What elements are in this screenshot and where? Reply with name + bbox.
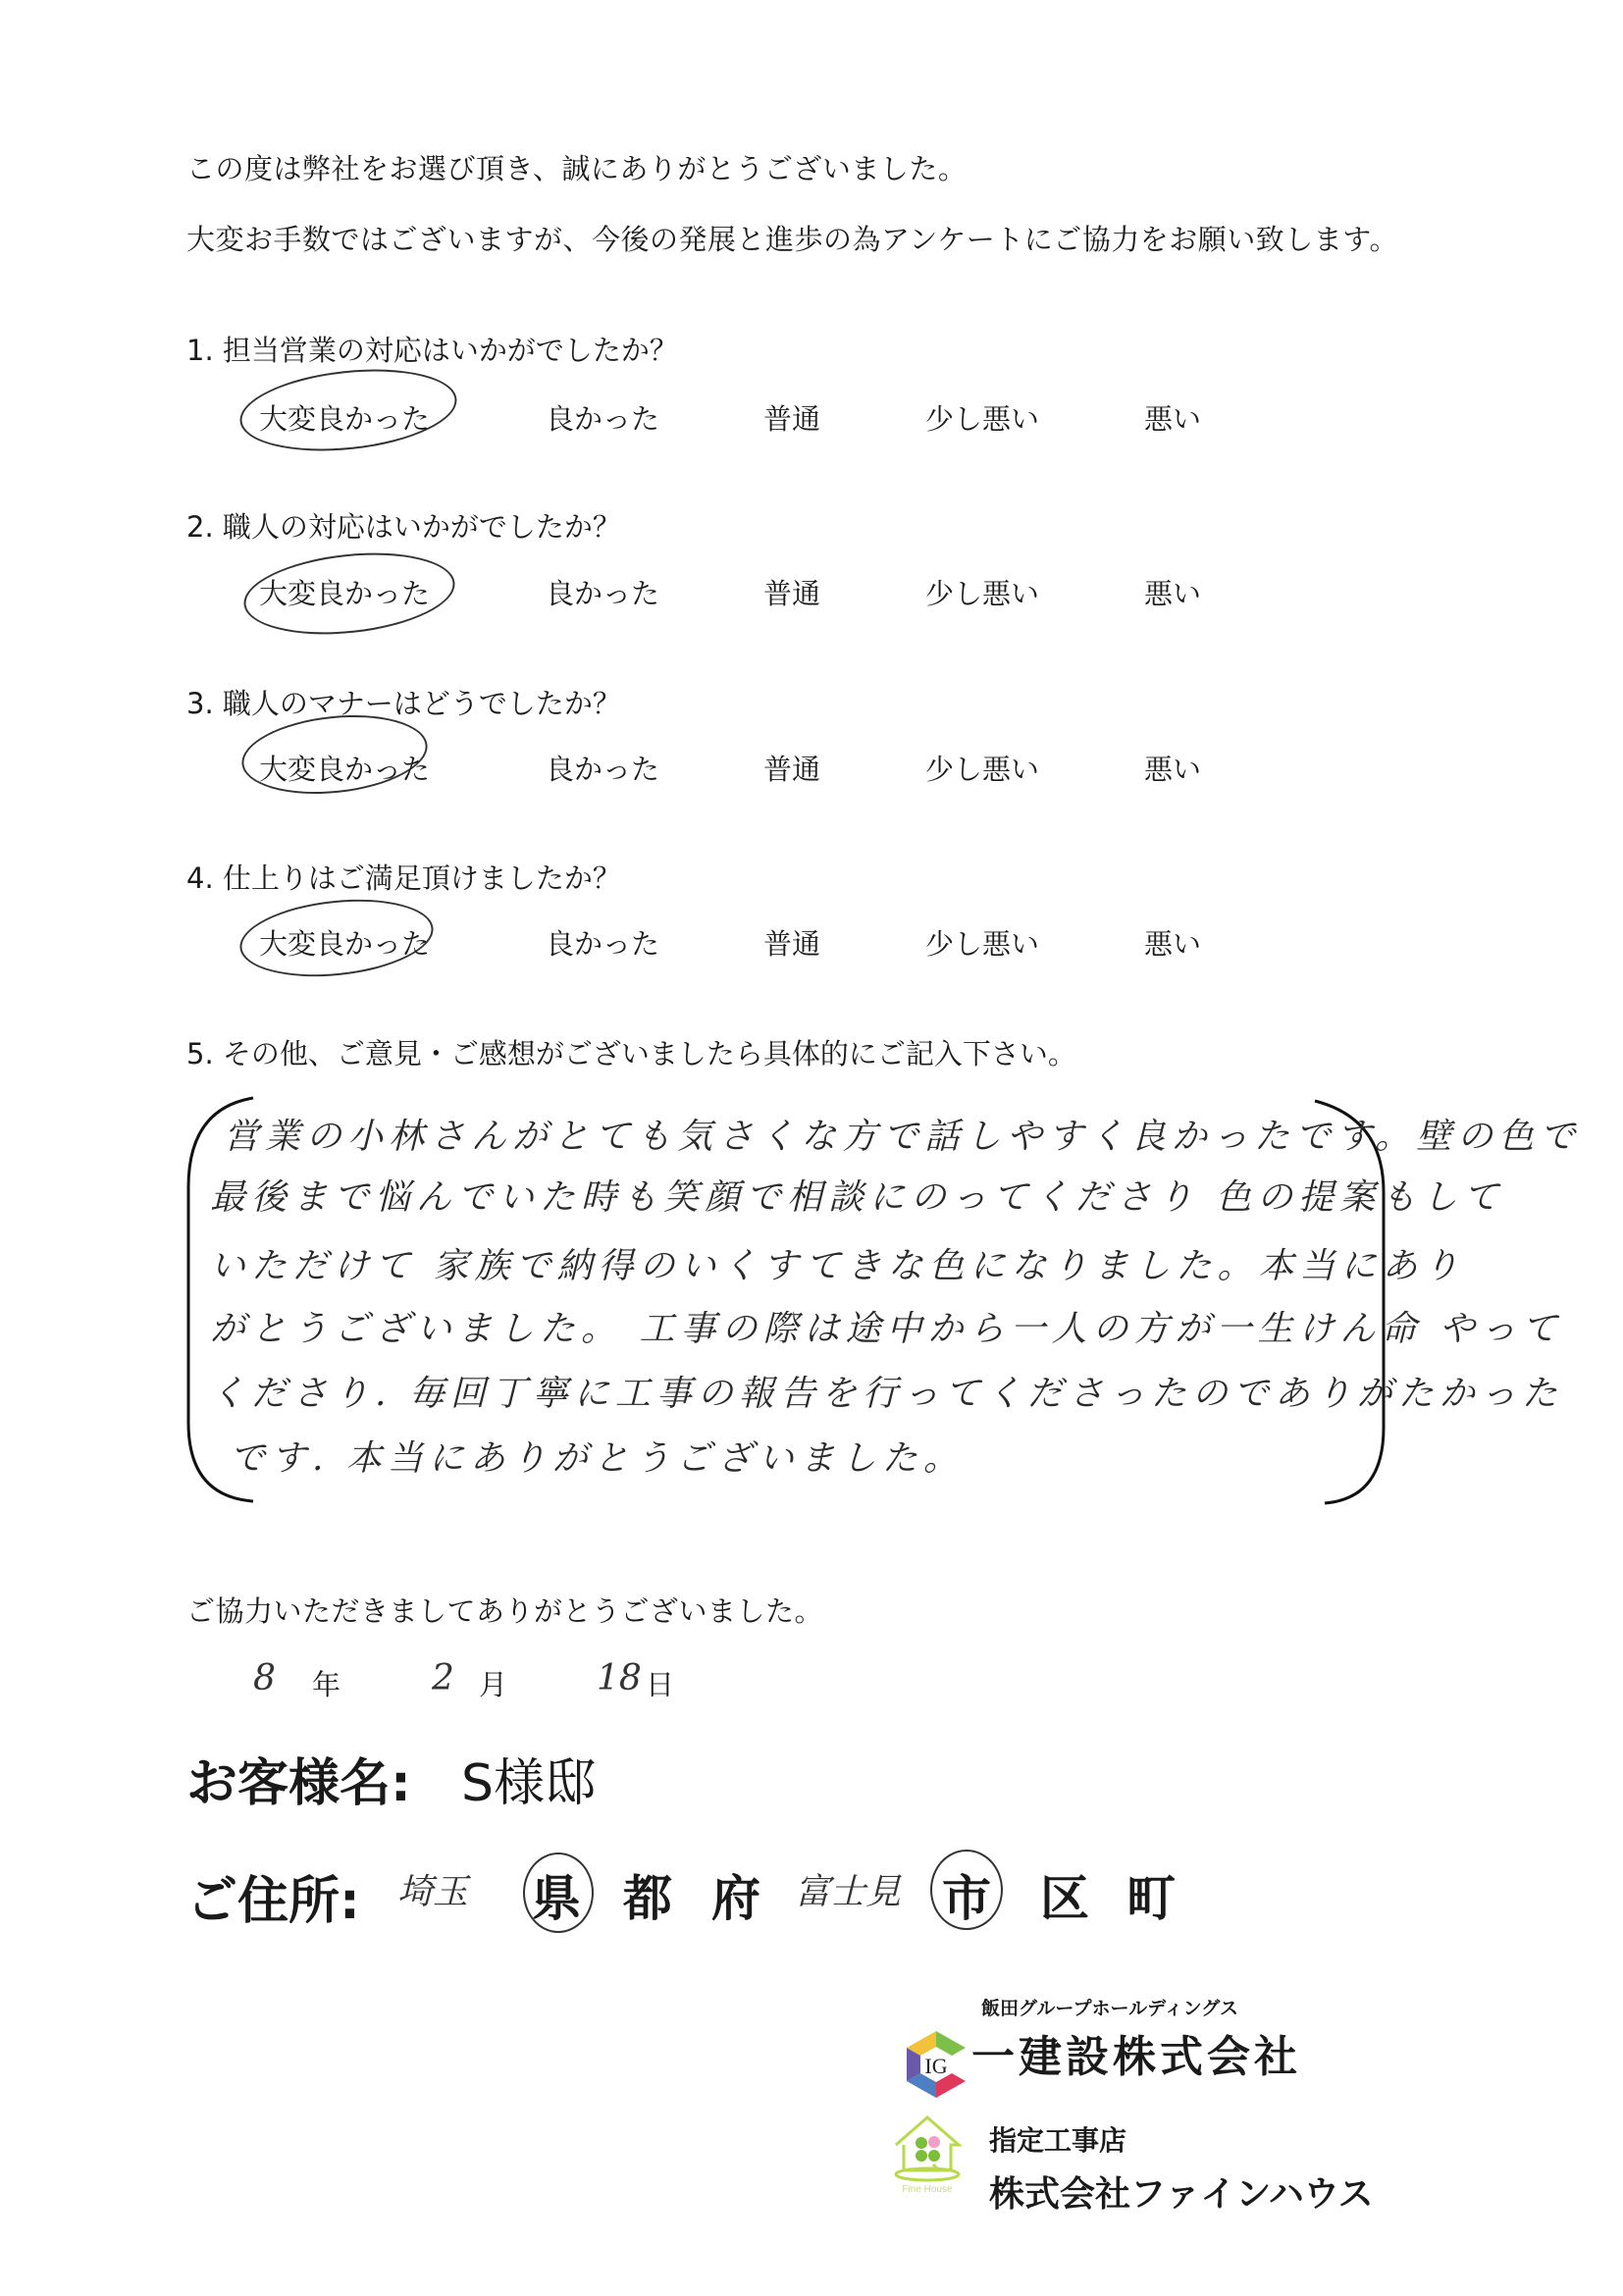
date-day-label: 日 <box>646 1668 675 1701</box>
option-good[interactable]: 良かった <box>546 402 660 436</box>
svg-text:IG: IG <box>924 2054 948 2078</box>
option-good[interactable]: 良かった <box>546 927 660 961</box>
option-somewhat-bad[interactable]: 少し悪い <box>925 577 1040 610</box>
customer-name-label: お客様名: <box>186 1754 411 1813</box>
option-average[interactable]: 普通 <box>763 753 821 786</box>
question-title: 1. 担当営業の対応はいかがでしたか？ <box>186 334 678 367</box>
customer-name-value[interactable]: S様邸 <box>461 1754 597 1813</box>
contractor-label: 指定工事店 <box>989 2124 1127 2157</box>
intro-line-2: 大変お手数ではございますが、今後の発展と進歩の為アンケートにご協力をお願い致します。 <box>186 223 1398 256</box>
comment-line: 最後まで悩んでいた時も笑顔で相談にのってくださり 色の提案もして <box>210 1177 1505 1218</box>
date-day-value[interactable]: 18 <box>597 1658 642 1698</box>
city-option-ku[interactable]: 区 <box>1040 1870 1089 1927</box>
comment-question-title: 5. その他、ご意見・ご感想がございましたら具体的にご記入下さい。 <box>186 1037 1076 1070</box>
option-somewhat-bad[interactable]: 少し悪い <box>925 753 1040 786</box>
intro-line-1: この度は弊社をお選び頂き、誠にありがとうございました。 <box>186 152 968 185</box>
comment-line: いただけて 家族で納得のいくすてきな色になりました。本当にあり <box>210 1246 1465 1286</box>
option-good[interactable]: 良かった <box>546 577 660 610</box>
question-title: 2. 職人の対応はいかがでしたか？ <box>186 510 621 544</box>
option-bad[interactable]: 悪い <box>1144 402 1202 436</box>
ig-logo-icon <box>901 2029 971 2100</box>
option-average[interactable]: 普通 <box>763 927 821 961</box>
address-label: ご住所: <box>186 1872 360 1931</box>
option-very-good[interactable]: 大変良かった <box>259 753 431 786</box>
city-option-shi[interactable]: 市 <box>942 1870 991 1927</box>
address-city-value[interactable]: 富士見 <box>795 1872 902 1912</box>
pref-option-to[interactable]: 都 <box>623 1870 672 1927</box>
option-somewhat-bad[interactable]: 少し悪い <box>925 402 1040 436</box>
option-bad[interactable]: 悪い <box>1144 577 1202 610</box>
company-name: 一建設株式会社 <box>971 2032 1301 2082</box>
date-year-value[interactable]: 8 <box>253 1658 276 1698</box>
comment-line: がとうございました。 工事の際は途中から一人の方が一生けん命 やって <box>210 1309 1563 1349</box>
contractor-name: 株式会社ファインハウス <box>989 2174 1374 2215</box>
question-title: 4. 仕上りはご満足頂けましたか？ <box>186 861 621 895</box>
svg-text:Fine House: Fine House <box>902 2184 953 2195</box>
option-bad[interactable]: 悪い <box>1144 753 1202 786</box>
option-very-good[interactable]: 大変良かった <box>259 927 431 961</box>
group-name: 飯田グループホールディングス <box>981 1998 1239 2019</box>
fine-house-logo-icon <box>888 2110 967 2196</box>
option-very-good[interactable]: 大変良かった <box>259 577 431 610</box>
city-option-machi[interactable]: 町 <box>1126 1870 1176 1927</box>
option-average[interactable]: 普通 <box>763 577 821 610</box>
question-title: 3. 職人のマナーはどうでしたか？ <box>186 687 621 720</box>
date-year-label: 年 <box>312 1668 341 1701</box>
comment-line: 営業の小林さんがとても気さくな方で話しやすく良かったです。壁の色で <box>224 1117 1582 1157</box>
option-very-good[interactable]: 大変良かった <box>259 402 431 436</box>
option-bad[interactable]: 悪い <box>1144 927 1202 961</box>
address-prefecture-value[interactable]: 埼玉 <box>397 1872 469 1912</box>
option-somewhat-bad[interactable]: 少し悪い <box>925 927 1040 961</box>
comment-line: です. 本当にありがとうございました。 <box>230 1438 965 1479</box>
comment-line: くださり. 毎回丁寧に工事の報告を行ってくださったのでありがたかった <box>210 1374 1563 1414</box>
option-good[interactable]: 良かった <box>546 753 660 786</box>
date-month-value[interactable]: 2 <box>432 1658 454 1698</box>
closing-text: ご協力いただきましてありがとうございました。 <box>186 1594 824 1628</box>
pref-option-fu[interactable]: 府 <box>711 1870 760 1927</box>
pref-option-ken[interactable]: 県 <box>532 1870 581 1927</box>
date-month-label: 月 <box>479 1668 508 1701</box>
option-average[interactable]: 普通 <box>763 402 821 436</box>
